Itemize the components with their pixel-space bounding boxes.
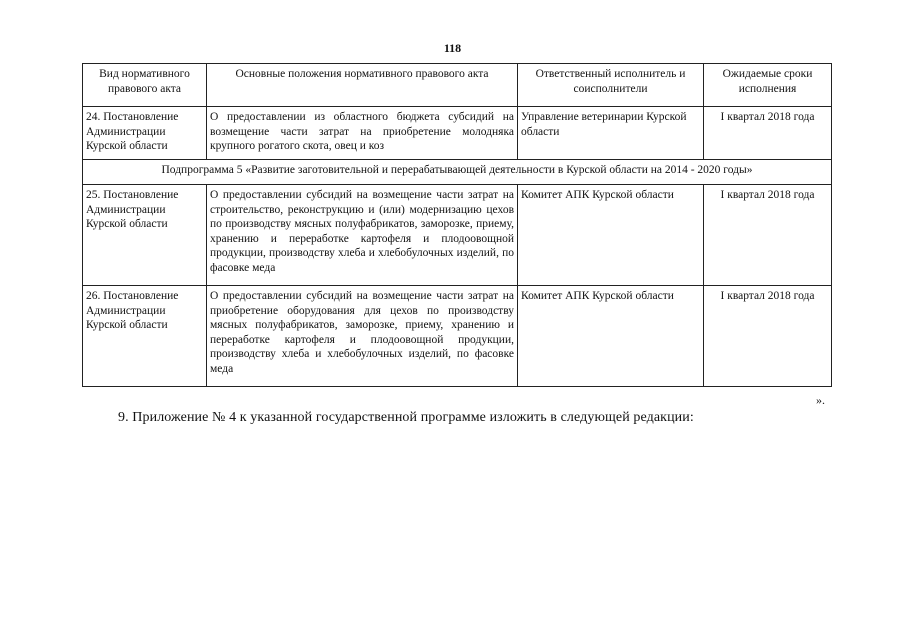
cell-main-provisions: О предоставлении субсидий на возмещение части затрат на строительство, реконструкцию и (или) модернизацию цехов по производству мясных полуфабрикатов, заморозке, приему, хранению и переработке картофеля и плодоовощной продукции, производству хлеба и хлебобулочных изделий, по фасовке меда	[207, 185, 518, 286]
cell-act-type: 24. Постановление Администрации Курской области	[83, 107, 207, 160]
cell-term: I квартал 2018 года	[704, 107, 832, 160]
table-header-row	[83, 64, 832, 107]
header-act-type: Вид нормативного правового акта	[83, 64, 207, 107]
table-row	[83, 185, 832, 286]
cell-term: I квартал 2018 года	[704, 286, 832, 387]
table-row	[83, 286, 832, 387]
header-main-provisions: Основные положения нормативного правового акта	[207, 64, 518, 107]
cell-responsible: Управление ветеринарии Курской области	[518, 107, 704, 160]
closing-quote: ».	[816, 393, 825, 407]
page-number: 118	[443, 41, 462, 55]
subprogram-title: Подпрограмма 5 «Развитие заготовительной и перерабатывающей деятельности в Курской области на 2014 - 2020 годы»	[83, 160, 832, 185]
cell-term: I квартал 2018 года	[704, 185, 832, 286]
header-responsible: Ответственный исполнитель и соисполнители	[518, 64, 704, 107]
table-row	[83, 107, 832, 160]
cell-main-provisions: О предоставлении субсидий на возмещение части затрат на приобретение оборудования для цехов по производству мясных полуфабрикатов, заморозке, приему, хранению и переработке картофеля и плодоовощной продукции, производству хлеба и хлебобулочных изделий, по фасовке меда	[207, 286, 518, 387]
cell-act-type: 25. Постановление Администрации Курской области	[83, 185, 207, 286]
header-term: Ожидаемые сроки исполнения	[704, 64, 832, 107]
cell-act-type: 26. Постановление Администрации Курской области	[83, 286, 207, 387]
legal-acts-table	[82, 63, 832, 387]
paragraph-9: 9. Приложение № 4 к указанной государственной программе изложить в следующей редакции:	[118, 410, 694, 425]
cell-responsible: Комитет АПК Курской области	[518, 286, 704, 387]
subprogram-row	[83, 160, 832, 185]
cell-responsible: Комитет АПК Курской области	[518, 185, 704, 286]
cell-main-provisions: О предоставлении из областного бюджета субсидий на возмещение части затрат на приобретение молодняка крупного рогатого скота, овец и коз	[207, 107, 518, 160]
